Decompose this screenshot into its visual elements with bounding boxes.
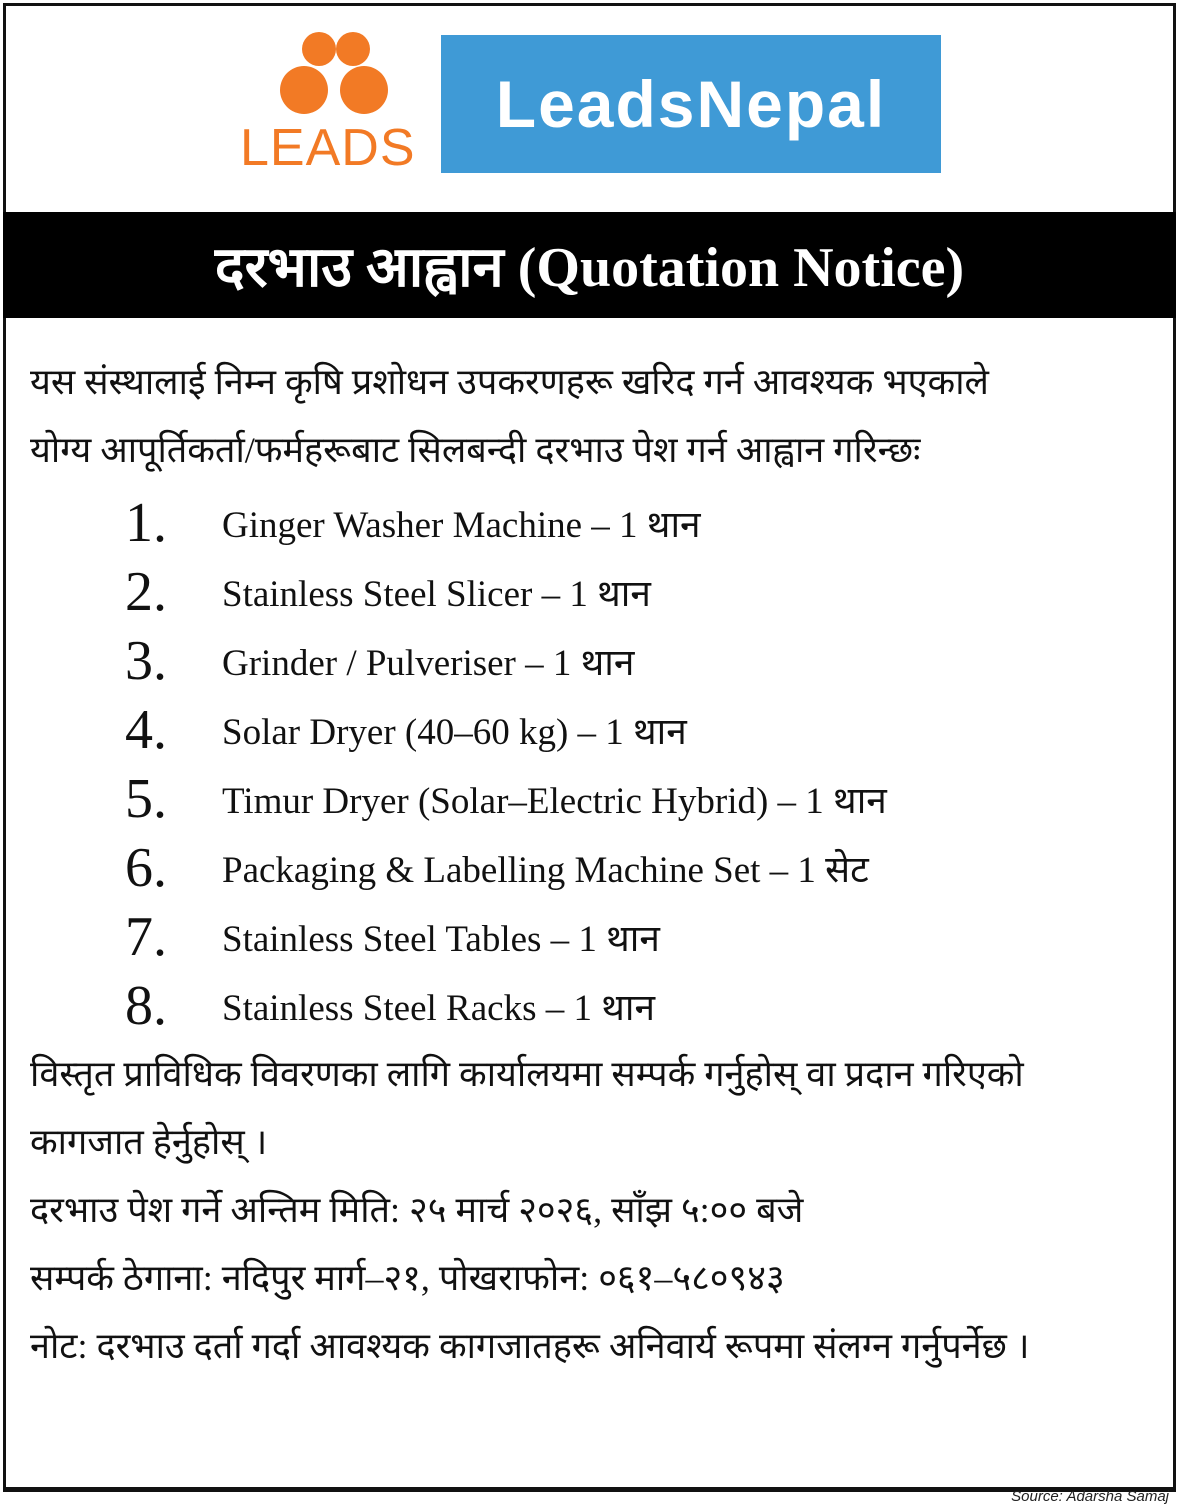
footer-paragraph	[30, 1040, 1030, 1380]
item-text: Stainless Steel Racks – 1 थान	[222, 988, 655, 1029]
list-item	[125, 557, 887, 626]
item-text: Stainless Steel Slicer – 1 थान	[222, 574, 651, 615]
leadsnepal-logo	[441, 35, 941, 173]
item-number: 3.	[125, 629, 167, 692]
title-bar	[3, 212, 1176, 318]
logo-dot	[302, 32, 336, 66]
list-item	[125, 833, 887, 902]
item-number: 5.	[125, 767, 167, 830]
list-item	[125, 695, 887, 764]
logo-dot	[280, 66, 328, 114]
equipment-list	[125, 488, 887, 1040]
source-credit: Source: Adarsha Samaj	[1011, 1488, 1169, 1505]
leads-logo-text: LEADS	[240, 119, 416, 177]
leadsnepal-logo-text: LeadsNepal	[495, 67, 887, 141]
notice-title: दरभाउ आह्वान (Quotation Notice)	[214, 237, 965, 299]
details-line: विस्तृत प्राविधिक विवरणका लागि कार्यालयमा सम्पर्क गर्नुहोस् वा प्रदान गरिएको	[30, 1054, 1024, 1094]
item-number: 2.	[125, 560, 167, 623]
item-text: Packaging & Labelling Machine Set – 1 सेट	[222, 850, 869, 891]
item-number: 4.	[125, 698, 167, 761]
deadline-line: दरभाउ पेश गर्ने अन्तिम मिति: २५ मार्च २०२६, साँझ ५:०० बजे	[30, 1190, 804, 1230]
intro-line: यस संस्थालाई निम्न कृषि प्रशोधन उपकरणहरू खरिद गर्न आवश्यक भएकाले	[30, 362, 989, 402]
item-number: 7.	[125, 905, 167, 968]
item-text: Grinder / Pulveriser – 1 थान	[222, 643, 635, 684]
list-item	[125, 902, 887, 971]
list-item	[125, 971, 887, 1040]
details-line: कागजात हेर्नुहोस् ।	[30, 1122, 268, 1162]
logo-dot	[340, 66, 388, 114]
item-number: 6.	[125, 836, 167, 899]
list-item	[125, 488, 887, 557]
item-number: 1.	[125, 491, 167, 554]
item-text: Stainless Steel Tables – 1 थान	[222, 919, 660, 960]
logo-dot	[336, 32, 370, 66]
list-item	[125, 764, 887, 833]
item-text: Solar Dryer (40–60 kg) – 1 थान	[222, 712, 687, 753]
contact-line: सम्पर्क ठेगाना: नदिपुर मार्ग–२१, पोखराफोन: ०६१–५८०९४३	[30, 1258, 785, 1298]
item-number: 8.	[125, 974, 167, 1037]
intro-paragraph	[30, 348, 989, 484]
item-text: Timur Dryer (Solar–Electric Hybrid) – 1 थान	[222, 781, 887, 822]
leads-logo	[240, 30, 430, 180]
list-item	[125, 626, 887, 695]
note-line: नोट: दरभाउ दर्ता गर्दा आवश्यक कागजातहरू अनिवार्य रूपमा संलग्न गर्नुपर्नेछ ।	[30, 1326, 1030, 1366]
intro-line: योग्य आपूर्तिकर्ता/फर्महरूबाट सिलबन्दी दरभाउ पेश गर्न आह्वान गरिन्छः	[30, 430, 921, 470]
item-text: Ginger Washer Machine – 1 थान	[222, 505, 701, 546]
